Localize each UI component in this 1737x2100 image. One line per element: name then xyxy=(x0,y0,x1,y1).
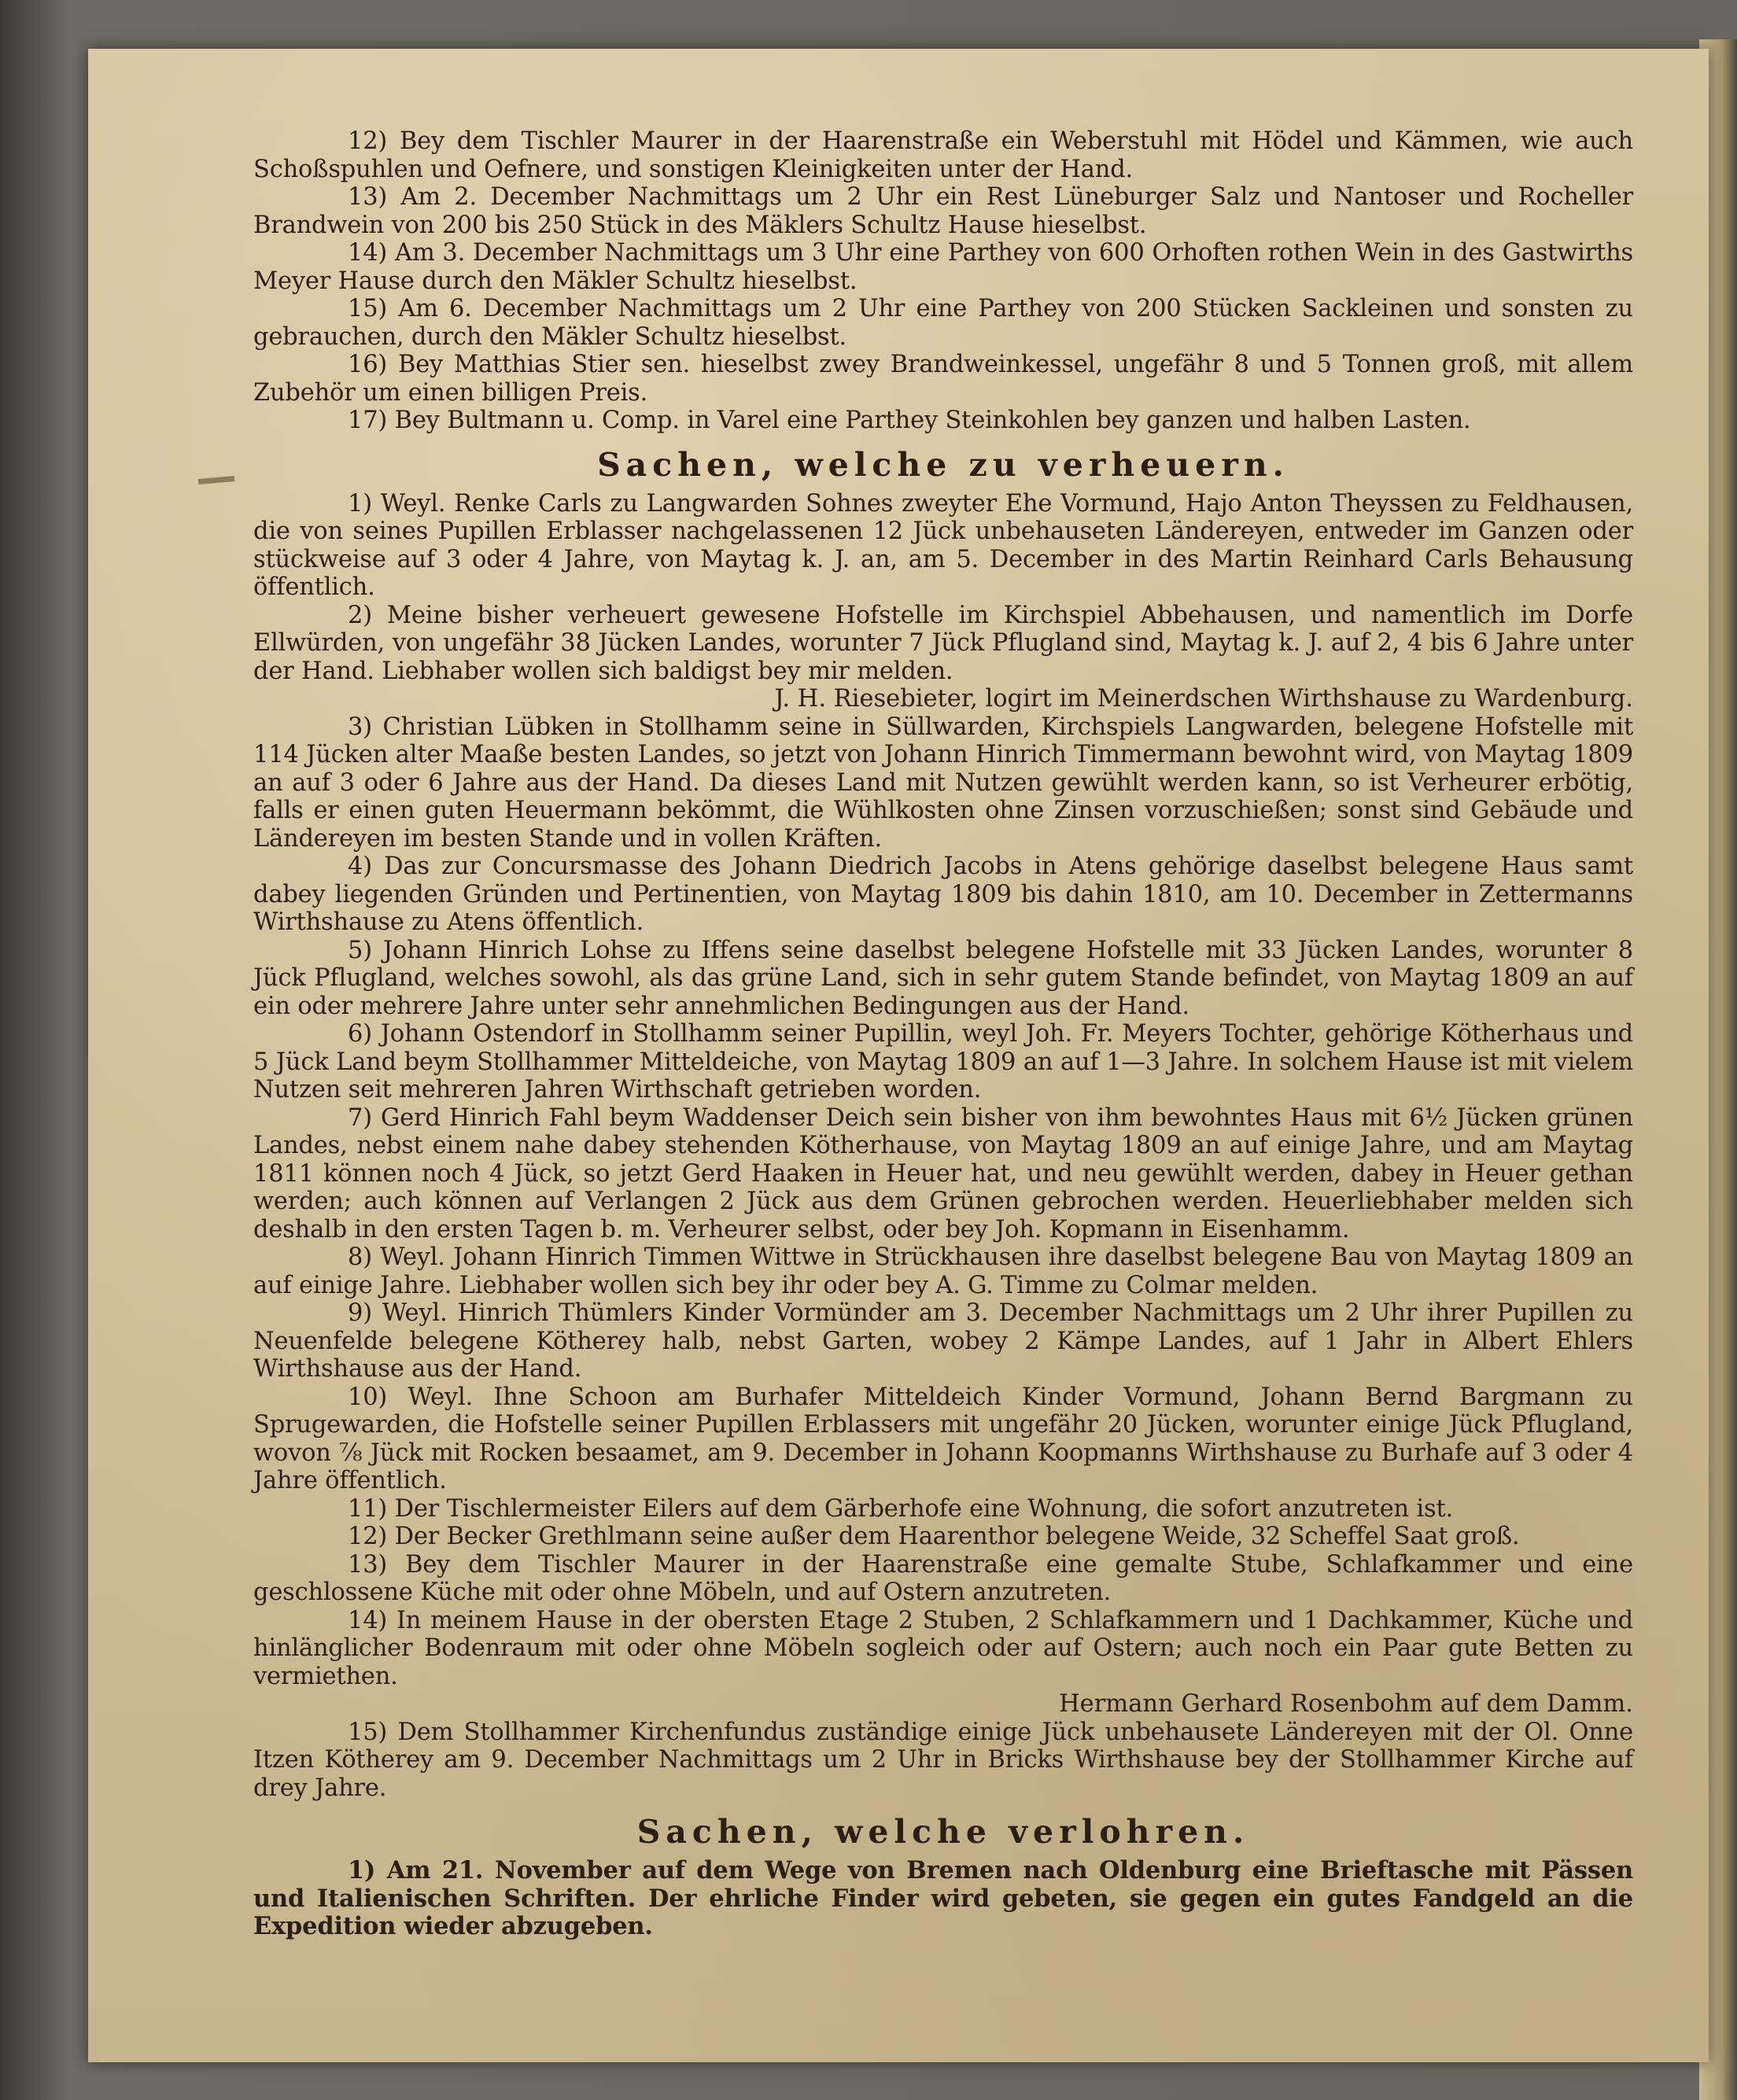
rent-entry-1: 1) Weyl. Renke Carls zu Langwarden Sohnes zweyter Ehe Vormund, Hajo Anton Theyssen zu Feldhausen, die von seines Pupillen Erblasser nachgelassenen 12 Jück unbehauseten Ländereyen, entweder im Ganzen oder stückweise auf 3 oder 4 Jahre, von Maytag k. J. an, am 5. December in des Martin Reinhard Carls Behausung öffentlich. xyxy=(253,489,1633,601)
rent-section-heading: Sachen, welche zu verheuern. xyxy=(597,445,1289,484)
rent-entry-13: 13) Bey dem Tischler Maurer in der Haarenstraße eine gemalte Stube, Schlafkammer und eine geschlossene Küche mit oder ohne Möbeln, und auf Ostern anzutreten. xyxy=(253,1550,1633,1606)
offers-section xyxy=(253,127,1633,435)
rent-entry-10: 10) Weyl. Ihne Schoon am Burhafer Mitteldeich Kinder Vormund, Johann Bernd Bargmann zu Sprugewarden, die Hofstelle seiner Pupillen Erblassers mit ungefähr 20 Jücken, worunter einige Jück Pflugland, wovon ⅞ Jück mit Rocken besaamet, am 9. December in Johann Koopmanns Wirthshause zu Burhafe auf 3 oder 4 Jahre öffentlich. xyxy=(253,1383,1633,1494)
rent-entry-6: 6) Johann Ostendorf in Stollhamm seiner Pupillin, weyl Joh. Fr. Meyers Tochter, gehörige Kötherhaus und 5 Jück Land beym Stollhammer Mitteldeiche, von Maytag 1809 an auf 1—3 Jahre. In solchem Hause ist mit vielem Nutzen seit mehreren Jahren Wirthschaft getrieben worden. xyxy=(253,1020,1633,1103)
rent-entry-14: 14) In meinem Hause in der obersten Etage 2 Stuben, 2 Schlafkammern und 1 Dachkammer, Küche und hinlänglicher Bodenraum mit oder ohne Möbeln sogleich oder auf Ostern; auch noch ein Paar gute Betten zu vermiethen. xyxy=(253,1606,1633,1690)
offer-entry-16: 16) Bey Matthias Stier sen. hieselbst zwey Brandweinkessel, ungefähr 8 und 5 Tonnen groß, mit allem Zubehör um einen billigen Preis. xyxy=(253,351,1633,407)
rent-entry-2: 2) Meine bisher verheuert gewesene Hofstelle im Kirchspiel Abbehausen, und namentlich im Dorfe Ellwürden, von ungefähr 38 Jücken Landes, worunter 7 Jück Pflugland sind, Maytag k. J. auf 2, 4 bis 6 Jahre unter der Hand. Liebhaber wollen sich baldigst bey mir melden. xyxy=(253,601,1633,685)
rent-signature-riesebieter: J. H. Riesebieter, logirt im Meinerdschen Wirthshause zu Wardenburg. xyxy=(774,685,1633,713)
rent-entry-5: 5) Johann Hinrich Lohse zu Iffens seine daselbst belegene Hofstelle mit 33 Jücken Landes, worunter 8 Jück Pflugland, welches sowohl, als das grüne Land, sich in sehr gutem Stande befindet, von Maytag 1809 an auf ein oder mehrere Jahre unter sehr annehmlichen Bedingungen aus der Hand. xyxy=(253,936,1633,1020)
newspaper-page xyxy=(88,49,1709,2062)
rent-entry-3: 3) Christian Lübken in Stollhamm seine in Süllwarden, Kirchspiels Langwarden, belegene Hofstelle mit 114 Jücken alter Maaße besten Landes, so jetzt von Johann Hinrich Timmermann bewohnt wird, von Maytag 1809 an auf 3 oder 6 Jahre aus der Hand. Da dieses Land mit Nutzen gewühlt werden kann, so ist Verheurer erbötig, falls er einen guten Heuermann bekömmt, die Wühlkosten ohne Zinsen vorzuschießen; sonst sind Gebäude und Ländereyen im besten Stande und in vollen Kräften. xyxy=(253,713,1633,853)
rent-entry-9: 9) Weyl. Hinrich Thümlers Kinder Vormünder am 3. December Nachmittags um 2 Uhr ihrer Pupillen zu Neuenfelde belegene Kötherey halb, nebst Garten, wobey 2 Kämpe Landes, auf 1 Jahr in Albert Ehlers Wirthshause aus der Hand. xyxy=(253,1299,1633,1383)
lost-section-heading: Sachen, welche verlohren. xyxy=(636,1813,1250,1851)
offer-entry-17: 17) Bey Bultmann u. Comp. in Varel eine Parthey Steinkohlen bey ganzen und halben Lasten. xyxy=(348,407,1471,434)
offer-entry-13: 13) Am 2. December Nachmittags um 2 Uhr ein Rest Lüneburger Salz und Nantoser und Rocheller Brandwein von 200 bis 250 Stück in des Mäklers Schultz Hause hieselbst. xyxy=(253,183,1633,239)
lost-section xyxy=(253,1811,1633,1941)
rent-entry-8: 8) Weyl. Johann Hinrich Timmen Wittwe in Strückhausen ihre daselbst belegene Bau von Maytag 1809 an auf einige Jahre. Liebhaber wollen sich bey ihr oder bey A. G. Timme zu Colmar melden. xyxy=(253,1243,1633,1299)
offer-entry-12: 12) Bey dem Tischler Maurer in der Haarenstraße ein Weberstuhl mit Hödel und Kämmen, wie auch Schoßspuhlen und Oefnere, und sonstigen Kleinigkeiten unter der Hand. xyxy=(253,127,1633,183)
rent-entry-12: 12) Der Becker Grethlmann seine außer dem Haarenthor belegene Weide, 32 Scheffel Saat groß. xyxy=(348,1523,1520,1550)
rent-entry-11: 11) Der Tischlermeister Eilers auf dem Gärberhofe eine Wohnung, die sofort anzutreten ist. xyxy=(348,1494,1454,1523)
rent-entry-7: 7) Gerd Hinrich Fahl beym Waddenser Deich sein bisher von ihm bewohntes Haus mit 6½ Jücken grünen Landes, nebst einem nahe dabey stehenden Kötherhause, von Maytag 1809 an auf einige Jahre, und am Maytag 1811 können noch 4 Jück, so jetzt Gerd Haaken in Heuer hat, und neu gewühlt werden, dabey in Heuer gethan werden; auch können auf Verlangen 2 Jück aus dem Grünen gebrochen werden. Heuerliebhaber melden sich deshalb in den ersten Tagen b. m. Verheurer selbst, oder bey Joh. Kopmann in Eisenhamm. xyxy=(253,1103,1633,1243)
offer-entry-15: 15) Am 6. December Nachmittags um 2 Uhr eine Parthey von 200 Stücken Sackleinen und sonsten zu gebrauchen, durch den Mäkler Schultz hieselbst. xyxy=(253,295,1633,351)
rent-signature-rosenbohm: Hermann Gerhard Rosenbohm auf dem Damm. xyxy=(1059,1690,1633,1718)
rent-section xyxy=(253,444,1633,1803)
rent-entry-15: 15) Dem Stollhammer Kirchenfundus zuständige einige Jück unbehausete Ländereyen mit der Ol. Onne Itzen Kötherey am 9. December Nachmittags um 2 Uhr in Bricks Wirthshause bey der Stollhammer Kirche auf drey Jahre. xyxy=(253,1718,1633,1802)
rent-entry-4: 4) Das zur Concursmasse des Johann Diedrich Jacobs in Atens gehörige daselbst belegene Haus samt dabey liegenden Gründen und Pertinentien, von Maytag 1809 bis dahin 1810, am 10. December in Zettermanns Wirthshause zu Atens öffentlich. xyxy=(253,853,1633,936)
offer-entry-14: 14) Am 3. December Nachmittags um 3 Uhr eine Parthey von 600 Orhoften rothen Wein in des Gastwirths Meyer Hause durch den Mäkler Schultz hieselbst. xyxy=(253,239,1633,295)
lost-entry-1: 1) Am 21. November auf dem Wege von Bremen nach Oldenburg eine Brieftasche mit Pässen und Italienischen Schriften. Der ehrliche Finder wird gebeten, sie gegen ein gutes Fandgeld an die Expedition wieder abzugeben. xyxy=(253,1856,1633,1940)
page-content xyxy=(253,127,1633,1941)
margin-mark xyxy=(198,476,234,484)
